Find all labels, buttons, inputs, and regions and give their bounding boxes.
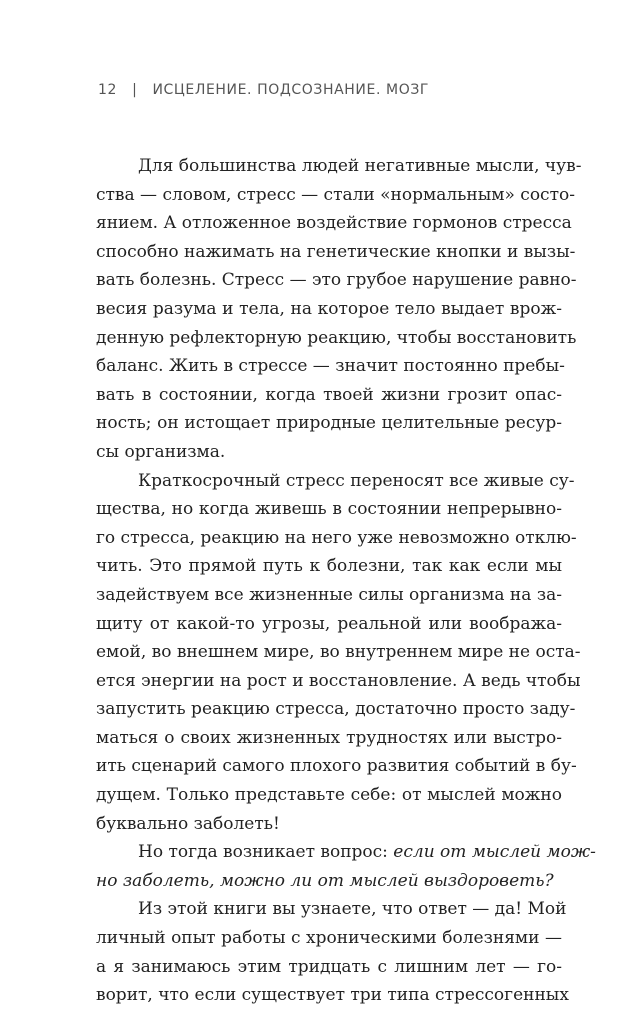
text-line: весия разума и тела, на которое тело выдает врож-: [96, 298, 562, 319]
body-text: [96, 152, 596, 1010]
text-line: щества, но когда живешь в состоянии непрерывно-: [96, 499, 562, 520]
text-line: щиту от какой-то угрозы, реальной или вообража-: [96, 613, 562, 634]
text-line: денную рефлекторную реакцию, чтобы восстановить: [96, 327, 577, 348]
text-line: личный опыт работы с хроническими болезнями —: [96, 928, 562, 949]
text-line: способно нажимать на генетические кнопки и вызы-: [96, 241, 576, 262]
question-lead: Но тогда возникает вопрос:: [138, 842, 394, 863]
text-line: задействуем все жизненные силы организма на за-: [96, 584, 562, 605]
page-number: 12: [98, 82, 118, 98]
text-line: ить сценарий самого плохого развития событий в бу-: [96, 756, 577, 777]
text-line: ность; он истощает природные целительные ресур-: [96, 413, 562, 434]
text-line: янием. А отложенное воздействие гормонов стресса: [96, 213, 572, 234]
text-line: сы организма.: [96, 441, 226, 462]
text-line: чить. Это прямой путь к болезни, так как если мы: [96, 556, 562, 577]
text-line: вать болезнь. Стресс — это грубое нарушение равно-: [96, 270, 577, 291]
text-line: вать в состоянии, когда твоей жизни грозит опас-: [96, 384, 562, 405]
text-line: запустить реакцию стресса, достаточно просто заду-: [96, 699, 576, 720]
text-line: [96, 867, 562, 896]
text-line: а я занимаюсь этим тридцать с лишним лет — го-: [96, 956, 562, 977]
text-line: емой, во внешнем мире, во внутреннем мире не оста-: [96, 642, 581, 663]
text-line: буквально заболеть!: [96, 813, 280, 834]
text-line: дущем. Только представьте себе: от мыслей можно: [96, 785, 562, 806]
running-head: [98, 82, 429, 98]
text-line: ства — словом, стресс — стали «нормальным» состо-: [96, 184, 575, 205]
running-head-separator: |: [132, 82, 138, 98]
text-line: баланс. Жить в стрессе — значит постоянно пребы-: [96, 356, 565, 377]
text-line: Краткосрочный стресс переносят все живые су-: [138, 470, 575, 491]
book-title: ИСЦЕЛЕНИЕ. ПОДСОЗНАНИЕ. МОЗГ: [152, 82, 430, 98]
text-line: ется энергии на рост и восстановление. А ведь чтобы: [96, 670, 581, 691]
question-italic: если от мыслей мож-: [393, 842, 596, 863]
question-italic: но заболеть, можно ли от мыслей выздороветь?: [96, 870, 554, 891]
text-line: ворит, что если существует три типа стрессогенных: [96, 985, 569, 1006]
text-line: Из этой книги вы узнаете, что ответ — да! Мой: [138, 899, 567, 920]
text-line: го стресса, реакцию на него уже невозможно отклю-: [96, 527, 577, 548]
text-line: [96, 838, 596, 867]
text-line: маться о своих жизненных трудностях или выстро-: [96, 727, 562, 748]
text-line: Для большинства людей негативные мысли, чув-: [138, 156, 582, 176]
